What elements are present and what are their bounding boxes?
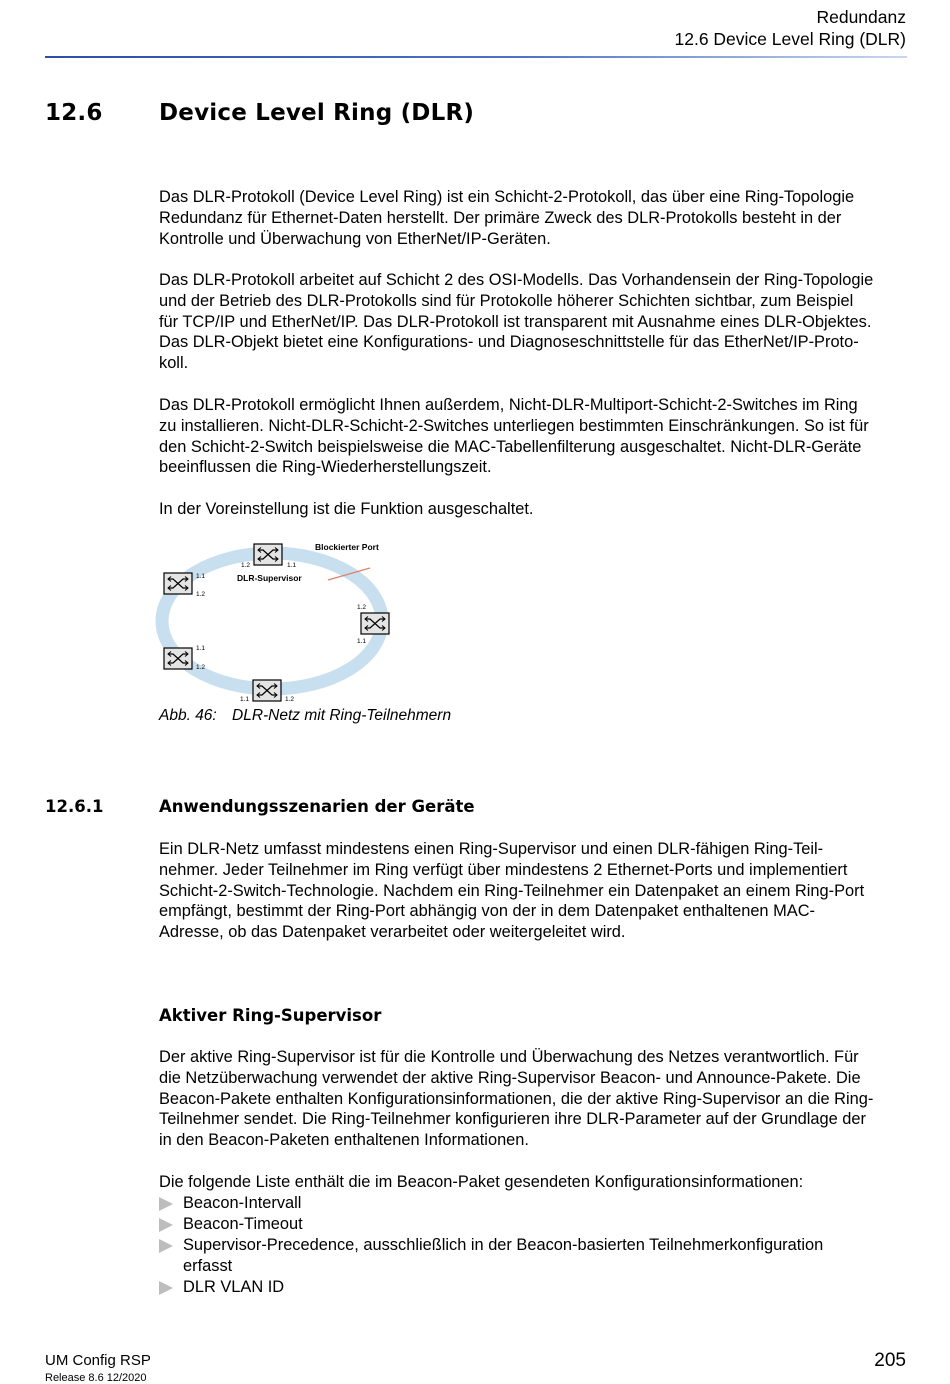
switch-upper-left-icon <box>164 573 192 594</box>
active-supervisor-title: Aktiver Ring-Supervisor <box>159 1006 382 1025</box>
port-label: 1.1 <box>287 562 297 569</box>
switch-bottom-icon <box>253 680 281 701</box>
supervisor-switch-icon <box>254 544 282 565</box>
list-intro: Die folgende Liste enthält die im Beacon-Paket gesendeten Konfigurationsinformationen: <box>159 1173 804 1191</box>
port-label: 1.2 <box>196 591 206 598</box>
switch-lower-left-icon <box>164 648 192 669</box>
header-rule <box>45 56 907 58</box>
port-label: 1.1 <box>240 696 250 703</box>
port-label: 1.2 <box>241 562 251 569</box>
section-number: 12.6 <box>45 100 103 126</box>
page-number: 205 <box>874 1350 906 1371</box>
supervisor-label: DLR-Supervisor <box>237 573 302 583</box>
port-label: 1.2 <box>196 664 206 671</box>
triangle-bullet-icon <box>159 1197 173 1211</box>
intro-paragraph-1: Das DLR-Protokoll (Device Level Ring) ist ein Schicht-2-Protokoll, das über eine Ring-Topologie Redundanz für Ethernet-Daten herstellt. Der primäre Zweck des DLR-Protokolls besteht in der Kontrolle und Überwachung von EtherNet/IP-Geräten. <box>159 188 855 248</box>
subsection-paragraph: Ein DLR-Netz umfasst mindestens einen Ring-Supervisor und einen DLR-fähigen Ring-Teil- nehmer. Jeder Teilnehmer im Ring verfügt über mindestens 2 Ethernet-Ports und implementiert Schicht-2-Switch-Technologie. Nachdem ein Ring-Teilnehmer ein Datenpaket an einem Ring-Port empfängt, bestimmt der Ring-Port abhängig von der in dem Datenpaket enthaltenen MAC- Adresse, ob das Datenpaket verarbeitet oder weitergeleitet wird. <box>159 840 865 942</box>
port-label: 1.1 <box>196 573 206 580</box>
triangle-bullet-icon <box>159 1218 173 1232</box>
port-label: 1.2 <box>357 604 367 611</box>
dlr-ring-diagram <box>150 535 410 705</box>
footer-release: Release 8.6 12/2020 <box>45 1372 147 1384</box>
active-supervisor-paragraph: Der aktive Ring-Supervisor ist für die Kontrolle und Überwachung des Netzes verantwortlich. Für die Netzüberwachung verwendet der aktive Ring-Supervisor Beacon- und Announce-Pakete. Die Beacon-Pakete enthalten Konfigurationsinformationen, die der aktive Ring-Supervisor an die Ring- Teilnehmer sendet. Die Ring-Teilnehmer konfigurieren ihre DLR-Parameter auf der Grundlage der in den Beacon-Paketen enthaltenen Informationen. <box>159 1048 874 1150</box>
switch-right-icon <box>361 613 389 634</box>
port-label: 1.1 <box>357 638 367 645</box>
intro-paragraph-2: Das DLR-Protokoll arbeitet auf Schicht 2 des OSI-Modells. Das Vorhandensein der Ring-Topologie und der Betrieb des DLR-Protokolls sind für Protokolle höherer Schichten sichtbar, zum Beispiel für TCP/IP und EtherNet/IP. Das DLR-Protokoll ist transparent mit Ausnahme eines DLR-Objektes. Das DLR-Objekt bietet eine Konfigurations- und Diagnoseschnittstelle für das EtherNet/IP-Proto- koll. <box>159 271 874 373</box>
header-section: 12.6 Device Level Ring (DLR) <box>674 29 906 49</box>
triangle-bullet-icon <box>159 1281 173 1295</box>
subsection-number: 12.6.1 <box>45 797 104 816</box>
figure-caption-number: Abb. 46: <box>159 707 217 724</box>
header-chapter: Redundanz <box>816 7 906 27</box>
footer-doc-title: UM Config RSP <box>45 1352 151 1369</box>
subsection-title: Anwendungsszenarien der Geräte <box>159 797 475 816</box>
intro-paragraph-4: In der Voreinstellung ist die Funktion ausgeschaltet. <box>159 500 534 518</box>
port-label: 1.2 <box>285 696 295 703</box>
port-label: 1.1 <box>196 645 206 652</box>
triangle-bullet-icon <box>159 1239 173 1253</box>
intro-paragraph-3: Das DLR-Protokoll ermöglicht Ihnen außerdem, Nicht-DLR-Multiport-Schicht-2-Switches im Ring zu installieren. Nicht-DLR-Schicht-2-Switches unterliegen bestimmten Einschränkungen. So ist für den Schicht-2-Switch beispielsweise die MAC-Tabellenfilterung ausgeschaltet. Nicht-DLR-Geräte beeinflussen die Ring-Wiederherstellungszeit. <box>159 396 869 477</box>
blocked-port-label: Blockierter Port <box>315 542 379 552</box>
section-title: Device Level Ring (DLR) <box>159 100 475 126</box>
figure-caption-text: DLR-Netz mit Ring-Teilnehmern <box>232 707 452 724</box>
